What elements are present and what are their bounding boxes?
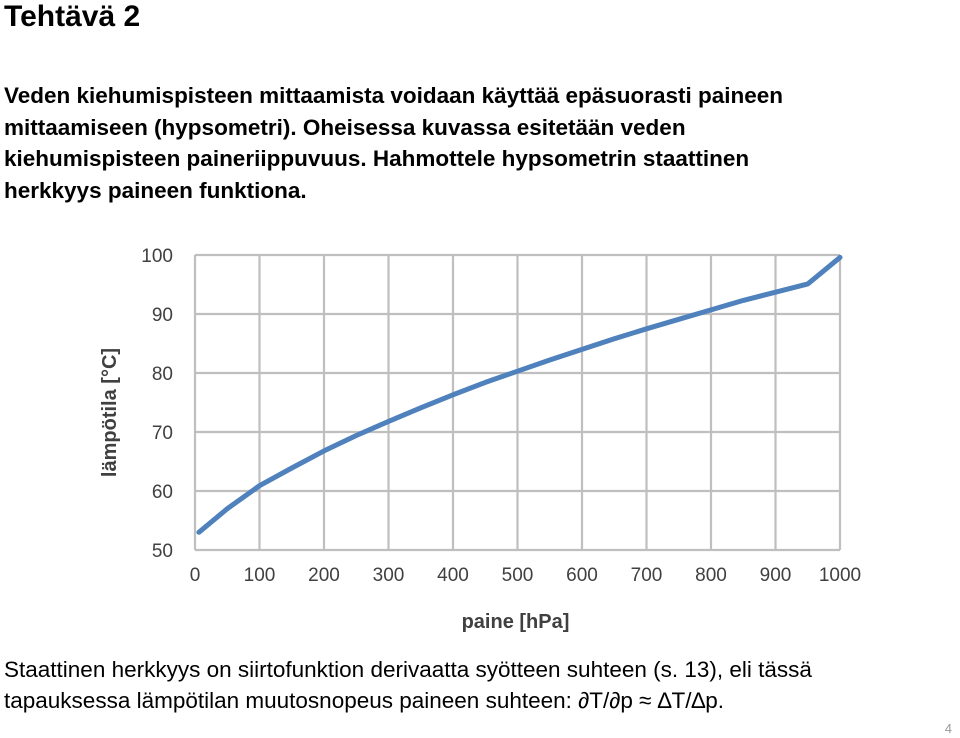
- x-tick-label: 1000: [818, 565, 862, 586]
- x-tick-label: 900: [759, 565, 792, 586]
- axis-labels: [99, 246, 861, 633]
- x-tick-label: 600: [566, 565, 598, 586]
- y-tick-label: 50: [151, 541, 173, 562]
- y-tick-label: 80: [151, 364, 173, 385]
- x-axis-label: paine [hPa]: [461, 611, 570, 633]
- intro-line: mittaamiseen (hypsometri). Oheisessa kuvassa esitetään veden: [4, 114, 686, 140]
- footer-line: Staattinen herkkyys on siirtofunktion derivaatta syötteen suhteen (s. 13), eli tässä: [4, 657, 812, 682]
- x-tick-label: 800: [695, 565, 727, 586]
- intro-line: kiehumispisteen paineriippuvuus. Hahmottele hypsometrin staattinen: [4, 146, 750, 171]
- x-tick-label: 200: [308, 565, 340, 586]
- footer-text: [4, 654, 959, 716]
- boiling-point-chart: [0, 230, 960, 640]
- intro-text: [4, 80, 954, 206]
- slide-title: Tehtävä 2: [4, 0, 141, 33]
- x-tick-label: 400: [437, 565, 469, 586]
- y-tick-label: 60: [151, 482, 173, 503]
- x-tick-label: 500: [501, 565, 534, 586]
- y-tick-label: 100: [141, 246, 173, 267]
- page-number: 4: [944, 721, 952, 736]
- chart-canvas: [0, 230, 960, 640]
- x-tick-label: 700: [630, 565, 663, 586]
- intro-line: Veden kiehumispisteen mittaamista voidaan käyttää epäsuorasti paineen: [4, 83, 784, 108]
- y-tick-label: 90: [151, 305, 173, 326]
- y-axis-label: lämpötila [°C]: [99, 347, 121, 478]
- footer-line: tapauksessa lämpötilan muutosnopeus paineen suhteen: ∂T/∂p ≈ ∆T/∆p.: [4, 688, 725, 713]
- x-tick-label: 100: [243, 565, 276, 586]
- x-tick-label: 300: [372, 565, 405, 586]
- x-tick-label: 0: [189, 565, 201, 586]
- intro-line: herkkyys paineen funktiona.: [4, 177, 307, 203]
- y-tick-label: 70: [151, 423, 173, 444]
